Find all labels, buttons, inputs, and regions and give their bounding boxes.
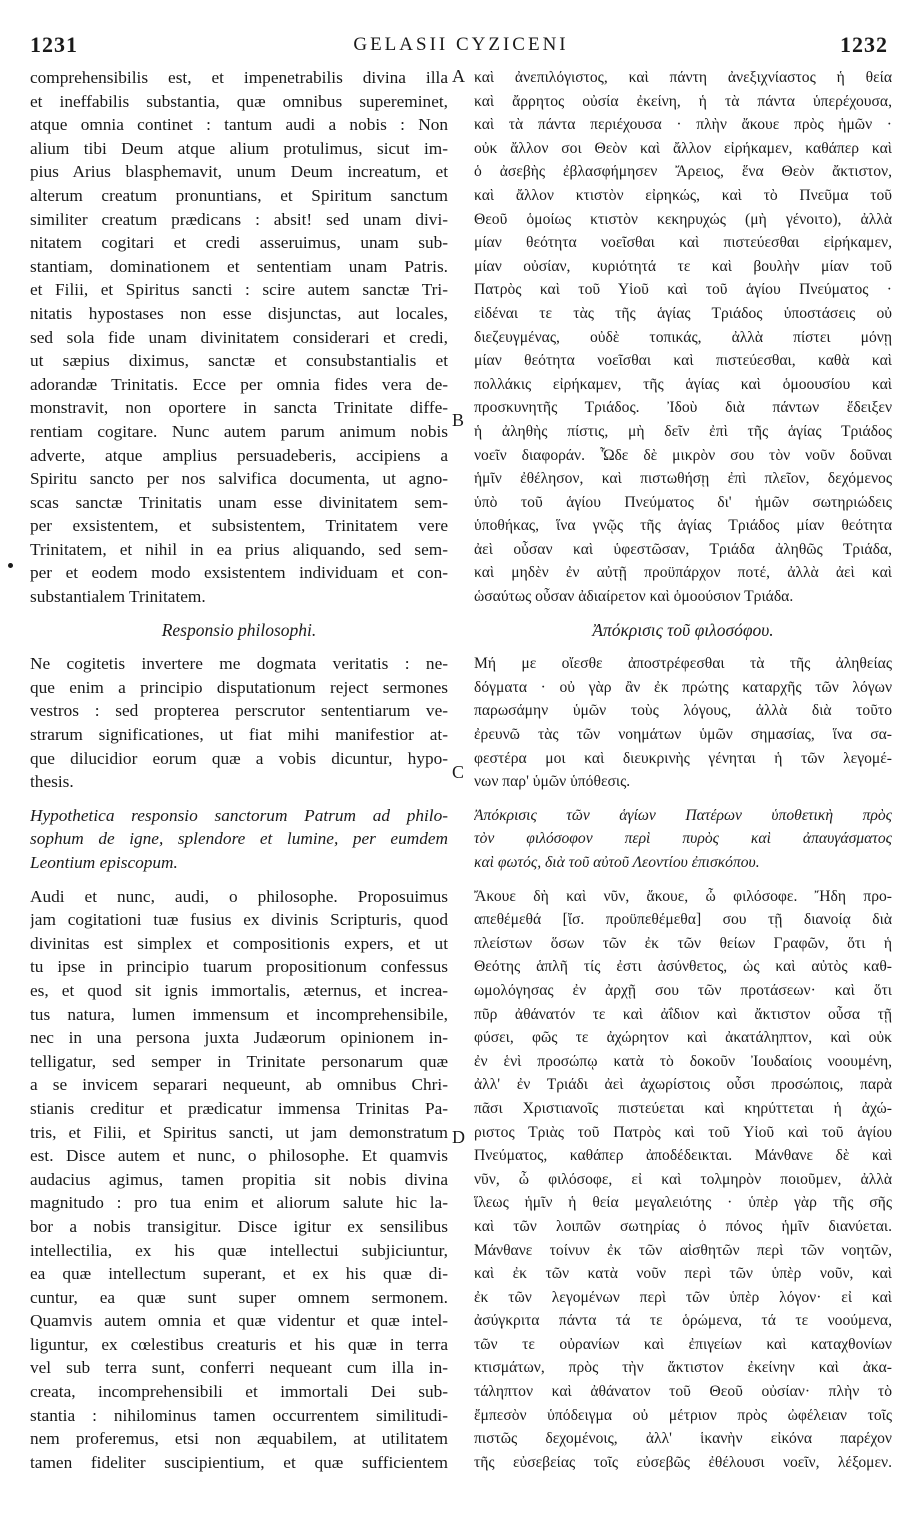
latin-p3-line: Audi et nunc, audi, o philosophe. Proposuimus xyxy=(30,886,448,906)
greek-h2-line: τὸν φιλόσοφον περὶ πυρὸς καὶ ἀπαυγάσματος xyxy=(474,830,892,848)
latin-p1-line: nitatem cogitari et credi asseruimus, unam sub- xyxy=(30,233,448,253)
margin-letter-c: C xyxy=(452,762,465,782)
greek-h2-line: Ἀπόκρισις τῶν ἁγίων Πατέρων ὑποθετικὴ πρὸς xyxy=(474,806,892,824)
greek-p1-line: ἀεὶ οὖσαν καὶ ὑφεστῶσαν, Τριάδα ἀληθῶς Τριάδα, xyxy=(474,540,892,558)
greek-p2-line: ἐρευνῶ τὰς τῶν νοημάτων ὑμῶν σημασίας, ἵνα σα- xyxy=(474,726,892,744)
greek-p3-line: απεθέμεθά [ἴσ. προϋπεθέμεθα] σου τῇ διανοίᾳ διὰ xyxy=(474,911,892,929)
greek-p3-line: Θεότης ἁπλῆ τίς ἐστι ἀσύνθετος, ὡς καὶ αὐτὸς καθ- xyxy=(474,958,892,976)
latin-p1-line: et Filii, et Spiritus sancti : scire autem sanctæ Tri- xyxy=(30,280,448,300)
greek-p3-line: πιστῶς δεχομένοις, ἀλλ' ἱκανὴν εἰκόνα παρέχον xyxy=(474,1430,892,1448)
greek-p3-line: τῆς εὐσεβείας τοῖς εὐσεβῶς ἐθέλουσι νοεῖν, λέξομεν. xyxy=(474,1453,892,1471)
latin-h2-line: Leontium episcopum. xyxy=(30,853,178,872)
greek-h2-line: καὶ φωτός, διὰ τοῦ αὐτοῦ Λεοντίου ἐπισκόπου. xyxy=(474,854,760,871)
margin-dot xyxy=(8,563,13,568)
greek-p1-line: πολλάκις εἰρήκαμεν, τῆς ἁγίας καὶ ὁμοουσίου καὶ xyxy=(474,375,892,393)
greek-p1-line: ἡμῖν ἐθέλησον, καὶ πιστωθήσῃ ἐπὶ πλεῖον, δεχόμενος xyxy=(474,470,892,488)
latin-p3-line: tu ipse in principio tuarum propositionum confessus xyxy=(30,957,448,977)
greek-p3-line: ἐν ἑνὶ προσώπῳ κατὰ τὸ δοκοῦν Ἰουδαίοις νοουμένη, xyxy=(474,1052,892,1070)
greek-p1-line: καὶ μηδὲν ἐν αὐτῇ προϋπάρχον ποτέ, ἀλλὰ ἀεὶ καὶ xyxy=(474,564,892,582)
latin-p2-line: Ne cogitetis invertere me dogmata veritatis : ne- xyxy=(30,654,448,674)
greek-p3-line: Μάνθανε τοίνυν ἐκ τῶν αἰσθητῶν περὶ τῶν νοητῶν, xyxy=(474,1241,892,1259)
latin-p3-line: es, et quod sit ignis immortalis, æternus, et increa- xyxy=(30,980,448,1000)
greek-p1-line: ὡσαύτως οὖσαν ἀδιαίρετον καὶ ὁμοούσιον Τριάδα. xyxy=(474,588,794,606)
greek-p2-line: παρωσάμην ὑμῶν τοὺς λόγους, ἀλλὰ διὰ τοῦτο xyxy=(474,702,892,720)
section-spacer xyxy=(474,609,892,619)
section-spacer xyxy=(474,875,892,885)
greek-p3-line: ἔμπεσὸν ὑπόδειγμα οὐ μέτριον πρὸς ὠφέλειαν τοῖς xyxy=(474,1406,892,1424)
greek-section-heading: Ἀπόκρισις τοῦ φιλοσόφου. xyxy=(592,619,774,640)
greek-p3-line: πλείστων ὅσων τῶν ἐκ τῶν θείων Γραφῶν, ὅτι ἡ xyxy=(474,934,892,952)
latin-p3-line: liguntur, ex cœlestibus creaturis et his quæ in terra xyxy=(30,1334,448,1354)
latin-column xyxy=(30,66,448,1474)
latin-p3-line: cuntur, ea quæ sunt super omnem sermonem. xyxy=(30,1287,448,1307)
latin-p1-line: Trinitatem, et nihil in ea prius aliquando, sed sem- xyxy=(30,539,448,559)
greek-p3-line: τῶν τε οὐρανίων καὶ ἐπιγείων καὶ καταχθονίων xyxy=(474,1335,892,1353)
latin-h2-line: Hypothetica responsio sanctorum Patrum ad philo- xyxy=(30,805,448,825)
latin-p3-line: creata, incomprehensibili et immortali Dei sub- xyxy=(30,1382,448,1402)
greek-p1-line: μίαν θεότητα νοεῖσθαι καὶ πιστεύεσθαι εἰρήκαμεν, xyxy=(474,234,892,252)
greek-p3-line: Ἄκουε δὴ καὶ νῦν, ἄκουε, ὦ φιλόσοφε. Ἤδη προ- xyxy=(474,887,892,905)
latin-p2-line: que enim a principio disputationum reject sermones xyxy=(30,677,448,697)
latin-p3-line: magnitudo : pro tua enim et aliorum salute hic la- xyxy=(30,1193,448,1213)
latin-p1-line: sed sola fide unam divinitatem considerari et credi, xyxy=(30,327,448,347)
latin-p3-line: a se invicem separari nequeunt, ab omnibus Chri- xyxy=(30,1075,448,1095)
latin-p3-line: intellectilia, ex his quæ intellectui subjiciuntur, xyxy=(30,1240,448,1260)
running-title: GELASII CYZICENI xyxy=(353,34,569,55)
margin-letter-d: D xyxy=(452,1127,465,1147)
greek-column xyxy=(474,66,892,1474)
latin-section-heading: Responsio philosophi. xyxy=(161,619,317,640)
greek-p1-line: μίαν θεότητα νοεῖσθαι καὶ πιστεύεσθαι, καθὰ καὶ xyxy=(474,352,892,370)
greek-p1-line: καὶ τὰ πάντα περιέχουσα · πλὴν ἄκουε πρὸς ἡμῶν · xyxy=(474,116,892,134)
margin-letter-b: B xyxy=(452,410,465,430)
page-number-left: 1231 xyxy=(30,32,78,57)
latin-p1-line: comprehensibilis est, et impenetrabilis divina illa xyxy=(30,68,448,87)
latin-p1-line: similiter creatum prædicans : absit! sed unam divi- xyxy=(30,209,448,229)
greek-p1-line: προσκυνητῆς Τριάδος. Ἰδοὺ διὰ πάντων ἔδειξεν xyxy=(474,399,892,417)
latin-p1-line: alterum creatum pronuntians, et Spiritum sanctum xyxy=(30,185,448,205)
greek-p1-line: νοεῖν διαφοράν. Ὧδε δὲ μικρὸν σου τὸν νοῦν δοῦναι xyxy=(474,446,892,464)
latin-p3-line: jam cogitationi tuæ fusius ex divinis Scripturis, quod xyxy=(30,910,448,930)
latin-p3-line: stantia : nihilominus tamen occurrentem similitudi- xyxy=(30,1405,448,1425)
latin-p3-line: vel sub terra sunt, conferri nequeant cum illa in- xyxy=(30,1358,448,1378)
greek-p3-line: ἐκ τῶν λεγομένων περὶ τῶν ὑπὲρ λόγον· εἰ καὶ xyxy=(474,1288,892,1306)
latin-p1-line: stantiam, dominationem et sententiam unam Patris. xyxy=(30,256,448,276)
latin-p1-line: nitatis hypostases non esse disjunctas, aut locales, xyxy=(30,303,448,323)
greek-p3-line: ἵλεως ἡμῖν ἡ θεία μεγαλειότης · ὑπὲρ γὰρ τῆς σῆς xyxy=(474,1194,892,1212)
greek-p1-line: καὶ ἄρρητος οὐσία ἐκείνη, ἡ τὰ πάντα ὑπερέχουσα, xyxy=(474,92,892,110)
section-spacer xyxy=(474,794,892,804)
greek-p2-line: Μή με οἴεσθε ἀποστρέφεσθαι τὰ τῆς ἀληθείας xyxy=(474,655,892,673)
greek-p3-line: φύσει, φῶς τε ἀχώρητον καὶ ἀκατάληπτον, καὶ οὐκ xyxy=(474,1029,892,1047)
greek-p3-line: πῦρ ἀθάνατόν τε καὶ ἀΐδιον καὶ ἄκτιστον οὖσα τῇ xyxy=(474,1005,892,1023)
greek-p3-line: τάληπτον καὶ ἀθάνατον τοῦ Θεοῦ οὐσίαν· πλὴν τὸ xyxy=(474,1383,892,1401)
greek-p1-line: ἡ ἀληθὴς πίστις, μὴ δεῖν ἐπὶ τῆς ἁγίας Τριάδος xyxy=(474,422,892,440)
latin-p3-line: tamen fideliter suscipientium, et quæ sufficientem xyxy=(30,1452,448,1472)
latin-p1-line: per et eodem modo exsistentem individuam et con- xyxy=(30,563,448,583)
latin-p3-line: tris, et Filii, et Spiritus sancti, ut jam demonstratum xyxy=(30,1122,448,1142)
latin-p1-line: adverte, atque amplius persuadeberis, accipiens a xyxy=(30,445,448,465)
latin-p1-line: substantialem Trinitatem. xyxy=(30,587,206,607)
greek-p3-line: ριστος Τριὰς τοῦ Πατρὸς καὶ τοῦ Υἱοῦ καὶ τοῦ ἁγίου xyxy=(474,1123,892,1141)
latin-p2-line: thesis. xyxy=(30,772,74,792)
page-number-right: 1232 xyxy=(840,32,888,57)
latin-p3-line: bor a nobis transigitur. Disce igitur ex sensilibus xyxy=(30,1216,448,1236)
greek-p3-line: Πνεύματος, καθάπερ ἀποδέδεικται. Μάνθανε δὲ καὶ xyxy=(474,1147,892,1165)
page-header xyxy=(0,32,922,62)
latin-p1-line: rentiam cogitare. Nunc autem parum animum nobis xyxy=(30,421,448,441)
greek-p1-line: διεζευγμένας, οὐδὲ τοπικάς, ἀλλὰ πίστει μόνῃ xyxy=(474,328,892,346)
greek-p2-line: νων παρ' ὑμῶν ὑπόθεσις. xyxy=(474,773,631,791)
greek-p1-line: ὑποθήκας, ἵνα γνῷς τῆς ἁγίας Τριάδος μίαν θεότητα xyxy=(474,517,892,535)
greek-p1-line: ὁ ἀσεβὴς ἐβλασφήμησεν Ἄρειος, ἕνα Θεὸν ἄκτιστον, xyxy=(474,163,892,181)
section-spacer xyxy=(30,642,448,652)
greek-p3-line: καὶ τῶν λοιπῶν σωτηρίας ὁ πόνος ἡμῖν διανύεται. xyxy=(474,1217,892,1235)
greek-p3-line: κτισμάτων, πρὸς τὴν ἄκτιστον ἐκείνην καὶ ἀκα- xyxy=(474,1359,892,1377)
latin-p1-line: et ineffabilis substantia, quæ omnibus supereminet, xyxy=(30,91,448,111)
latin-h2-line: sophum de igne, splendore et lumine, per eumdem xyxy=(30,829,448,849)
section-spacer xyxy=(30,794,448,804)
latin-p3-line: nec in una persona juxta Judæorum opinionem in- xyxy=(30,1028,448,1048)
latin-p3-line: est. Disce autem et nunc, o philosophe. Et quamvis xyxy=(30,1146,448,1166)
latin-p1-line: per exsistentem, et subsistentem, Trinitatem vere xyxy=(30,516,448,536)
latin-p1-line: monstravit, non oportere in sancta Trinitate diffe- xyxy=(30,398,448,418)
greek-p1-line: οὐκ ἄλλον σοι Θεὸν καὶ ἄλλον εἰρήκαμεν, καθάπερ καὶ xyxy=(474,139,892,157)
latin-p1-line: atque omnia continet : tantum audi a nobis : Non xyxy=(30,115,448,135)
latin-p1-line: pius Arius blasphemavit, unum Deum increatum, et xyxy=(30,162,448,182)
latin-p1-line: adorandæ Trinitatis. Ecce per omnia fides vera de- xyxy=(30,374,448,394)
section-spacer xyxy=(30,875,448,885)
greek-p3-line: πᾶσι Χριστιανοῖς πιστεύεται καὶ κηρύττεται ἡ ἀχώ- xyxy=(474,1099,892,1117)
latin-p3-line: telligatur, sed semper in Trinitate personarum quæ xyxy=(30,1051,448,1071)
section-spacer xyxy=(30,609,448,619)
latin-p3-line: ea quæ intellectum superant, et ex his quæ di- xyxy=(30,1264,448,1284)
greek-p3-line: ωμολόγησας ἐν ἀρχῇ σου τῶν προτάσεων· καὶ ὅτι xyxy=(474,981,892,999)
latin-p1-line: scas sanctæ Trinitatis unam esse divinitatem sem- xyxy=(30,492,448,512)
greek-p2-line: δόγματα · οὐ γὰρ ἂν ἐκ πρώτης καταρχῆς τῶν λόγων xyxy=(474,678,892,696)
greek-p3-line: ἀσύγκριτα πάντα τά τε ὁρώμενα, τά τε νοούμενα, xyxy=(474,1312,892,1330)
latin-p3-line: nem proferemus, etsi non æquabilem, at utilitatem xyxy=(30,1429,448,1449)
latin-p2-line: strarum significationes, ut fiat mihi manifestior at- xyxy=(30,725,448,745)
greek-p3-line: νῦν, ὦ φιλόσοφε, εἰ καὶ τολμηρὸν ποιοῦμεν, ἀλλὰ xyxy=(474,1170,892,1188)
greek-p1-line: καὶ ἄλλον κτιστὸν εἰρηκώς, καὶ τὸ Πνεῦμα τοῦ xyxy=(474,186,892,204)
greek-p1-line: εἰδέναι τε τὰς τῆς ἁγίας Τριάδος ὑποστάσεις οὐ xyxy=(474,304,892,322)
greek-p3-line: ἀλλ' ἐν Τριάδι ἀεὶ ἀχωρίστοις οὖσι προσώποις, παρὰ xyxy=(474,1076,892,1094)
greek-p3-line: καὶ ἐκ τῶν κατὰ νοῦν περὶ τῶν ὑπὲρ νοῦν, καὶ xyxy=(474,1265,892,1283)
greek-p1-line: καὶ ἀνεπιλόγιστος, καὶ πάντη ἀνεξιχνίαστος ἡ θεία xyxy=(474,69,892,86)
margin-letter-a: A xyxy=(452,66,465,86)
latin-p2-line: que dilucidior eorum quæ a vobis dicuntur, hypo- xyxy=(30,748,448,768)
latin-p1-line: alium tibi Deum atque alium protulimus, sicut im- xyxy=(30,138,448,158)
latin-p3-line: audacius agimus, tamen propitia sit nobis divina xyxy=(30,1169,448,1189)
greek-p1-line: Πατρὸς καὶ τοῦ Υἱοῦ καὶ τοῦ ἁγίου Πνεύματος · xyxy=(474,281,892,299)
latin-p1-line: Spiritu sancto per nos salvifica documenta, ut agno- xyxy=(30,469,448,489)
greek-p1-line: Θεοῦ ὁμοίως κτιστὸν κεκηρυχώς (μὴ γένοιτο), ἀλλὰ xyxy=(474,210,892,228)
latin-p3-line: divinitas est simplex et compositionis expers, et ut xyxy=(30,933,448,953)
greek-p2-line: φεστέρα μοι καὶ διευκρινὴς γένηται ἡ τῶν λεγομέ- xyxy=(474,749,892,767)
greek-p1-line: ὑπὸ τοῦ ἁγίου Πνεύματος δι' ἡμῶν σωτηριώδεις xyxy=(474,493,892,511)
latin-p3-line: stianis creditur et prædicatur immensa Trinitas Pa- xyxy=(30,1098,448,1118)
latin-p3-line: Quamvis autem omnia et quæ videntur et quæ intel- xyxy=(30,1311,448,1331)
section-spacer xyxy=(474,642,892,652)
greek-p1-line: μίαν οὐσίαν, κυριότητά τε καὶ βουλὴν μίαν τοῦ xyxy=(474,257,892,275)
latin-p3-line: tus natura, lumen immensum et incomprehensibile, xyxy=(30,1004,448,1024)
latin-p2-line: vestros : sed propterea perscrutor sententiarum ve- xyxy=(30,701,448,721)
latin-p1-line: ut sæpius diximus, sanctæ et consubstantialis et xyxy=(30,351,448,371)
